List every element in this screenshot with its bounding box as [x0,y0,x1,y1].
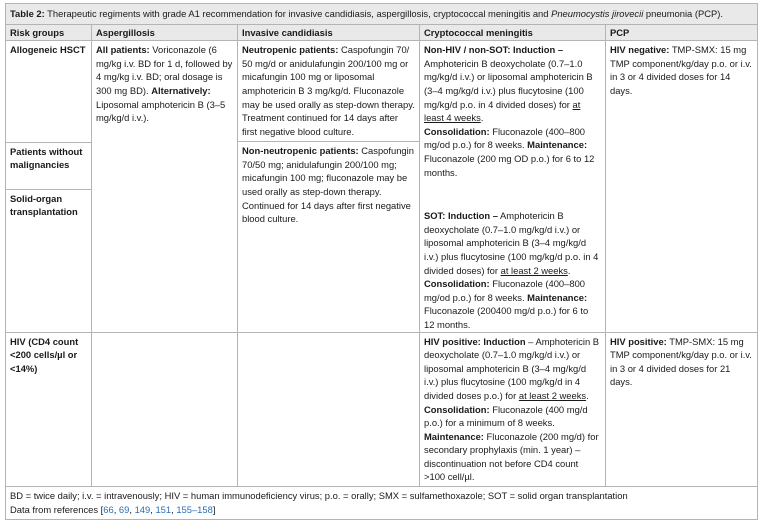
cryptococcal-hiv-label: HIV positive: Induction [424,335,526,347]
candidiasis-hiv-cell [238,332,420,487]
cryptococcal-non-hiv [420,41,605,209]
pcp-negative-text: TMP-SMX: 15 mg TMP component/kg/day p.o. or i.v. in 3 or 4 divided doses for 14 days. [610,44,752,96]
cryptococcal-non-hiv-text: Amphotericin B deoxycholate (0.7–1.0 mg/kg/d i.v.) or liposomal amphotericin B (3–4 mg/kg/d i.v.) plus flucytosine (100 mg/kg/d p.o. in 4 divided doses) for [424,57,593,110]
cryptococcal-hiv-maintenance-label: Maintenance: [424,430,484,442]
reference-link[interactable]: 155–158 [176,503,213,515]
aspergillosis-label-all: All patients: [96,44,150,56]
cryptococcal-non-hiv-period: . [480,112,484,124]
table-caption [6,4,758,25]
candidiasis-non-neutropenic-text: Caspofungin 70/50 mg; anidulafungin 200/100 mg; micafungin 100 mg; fluconazole may be used orally as step-down therapy. Continued for 14 days after first negative blood culture. [242,145,414,225]
cryptococcal-hiv-maintenance-text: Fluconazole (200 mg/d) for secondary prophylaxis (min. 1 year) – discontinuation not before CD4 count >100 cell/µl. [424,430,599,483]
risk-group-hiv: HIV (CD4 count <200 cells/µl or <14%) [6,332,92,487]
risk-group-no-malignancies: Patients without malignancies [6,142,92,189]
reference-link[interactable]: 151 [155,503,172,515]
candidiasis-non-neutropenic-label: Non-neutropenic patients: [242,145,359,157]
cryptococcal-non-hiv-maintenance-label: Maintenance: [527,139,588,151]
cryptococcal-sot-label: SOT: Induction – [424,210,498,222]
therapy-table [5,3,758,520]
candidiasis-cell [238,41,420,332]
risk-group-allogeneic: Allogeneic HSCT [6,41,92,143]
header-risk-groups: Risk groups [6,24,92,41]
pcp-negative-label: HIV negative: [610,44,670,56]
aspergillosis-text-alt: Liposomal amphotericin B (3–5 mg/kg/d i.v.). [96,98,226,124]
pcp-cell-negative [606,41,758,332]
caption-text: Therapeutic regiments with grade A1 recommendation for invasive candidiasis, aspergillosis, cryptococcal meningitis and [44,8,552,19]
cryptococcal-sot-period: . [567,264,571,276]
aspergillosis-label-alt: Alternatively: [151,84,211,96]
cryptococcal-hiv-text: – Amphotericin B deoxycholate (0.7–1.0 mg/kg/d i.v.) or liposomal amphotericin B (3–4 mg/kg/d i.v.) plus flucytosine (100 mg/kg/d in 4 divided doses p.o.) for [424,335,600,401]
candidiasis-non-neutropenic [238,141,419,226]
cryptococcal-sot-duration: at least 2 weeks [500,264,568,276]
cryptococcal-non-hiv-consolidation-text: Fluconazole (400–800 mg/od p.o.) for 8 weeks. [424,125,586,151]
references-note: Data from references [66, 69, 149, 151, 155–158] [10,503,216,515]
header-cryptococcal: Cryptococcal meningitis [420,24,606,41]
caption-italic: Pneumocystis jirovecii [551,8,644,19]
cryptococcal-cell [420,41,606,332]
cryptococcal-hiv-consolidation-text: Fluconazole (400 mg/d p.o.) for a minimum of 8 weeks. [424,403,588,429]
header-candidiasis: Invasive candidiasis [238,24,420,41]
risk-group-solid-organ: Solid-organ transplantation [6,189,92,332]
aspergillosis-hiv-cell [92,332,238,487]
cryptococcal-hiv-period: . [586,389,589,401]
table-container [5,3,757,520]
candidiasis-neutropenic [238,41,419,141]
aspergillosis-cell [92,41,238,332]
header-row [6,24,758,41]
reference-link[interactable]: 66 [103,503,114,515]
abbreviations-note: BD = twice daily; i.v. = intravenously; HIV = human immunodeficiency virus; p.o. = orally; SMX = sulfamethoxazole; SOT = solid organ transplantation [10,490,628,502]
caption-label: Table 2: [10,8,45,19]
cryptococcal-non-hiv-maintenance-text: Fluconazole (200 mg OD p.o.) for 6 to 12 months. [424,152,595,178]
table-footnote [6,487,758,520]
cryptococcal-non-hiv-duration: at least 4 weeks [424,98,581,124]
pcp-positive-text: TMP-SMX: 15 mg TMP component/kg/day p.o. or i.v. in 3 or 4 divided doses for 21 days. [610,335,752,388]
table-row [6,332,758,487]
cryptococcal-sot-maintenance-text: Fluconazole (200400 mg/d p.o.) for 6 to 12 months. [424,305,589,330]
cryptococcal-non-hiv-label: Non-HIV / non-SOT: Induction – [424,44,564,56]
cryptococcal-hiv-consolidation-label: Consolidation: [424,403,490,415]
cryptococcal-sot-text: Amphotericin B deoxycholate (0.7–1.0 mg/kg/d i.v.) or liposomal amphotericin B (3–4 mg/kg/d i.v.) plus flucytosine (100 mg/kg/d p.o. in 4 divided doses) for [424,210,599,276]
references-suffix: ] [212,503,216,515]
cryptococcal-hiv-duration: at least 2 weeks [518,389,587,401]
cryptococcal-sot-consolidation-text: Fluconazole (400–800 mg/od p.o.) for 8 weeks. [424,278,586,303]
header-pcp: PCP [606,24,758,41]
references-prefix: Data from references [ [10,503,104,515]
caption-text-end: pneumonia (PCP). [643,8,724,19]
header-aspergillosis: Aspergillosis [92,24,238,41]
candidiasis-neutropenic-text: Caspofungin 70/ 50 mg/d or anidulafungin 200/100 mg or micafungin 100 mg or liposomal amphotericin B 3 mg/kg/d. Fluconazole may be used orally as step-down therapy. Treatment continued for 14 days after first negative blood culture. [242,44,415,137]
cryptococcal-sot [420,209,605,331]
aspergillosis-text-all: Voriconazole (6 mg/kg i.v. BD for 1 d, followed by 4 mg/kg i.v. BD; oral dosage is 300 mg BD). [96,44,233,96]
reference-link[interactable]: 69 [118,503,130,515]
cryptococcal-sot-consolidation-label: Consolidation: [424,278,490,290]
cryptococcal-hiv-cell [420,332,606,487]
pcp-cell-positive [606,332,758,487]
candidiasis-neutropenic-label: Neutropenic patients: [242,44,339,56]
cryptococcal-non-hiv-consolidation-label: Consolidation: [424,125,490,137]
table-row [6,41,758,143]
reference-link[interactable]: 149 [134,503,151,515]
pcp-positive-label: HIV positive: [610,335,667,347]
cryptococcal-sot-maintenance-label: Maintenance: [527,291,588,303]
